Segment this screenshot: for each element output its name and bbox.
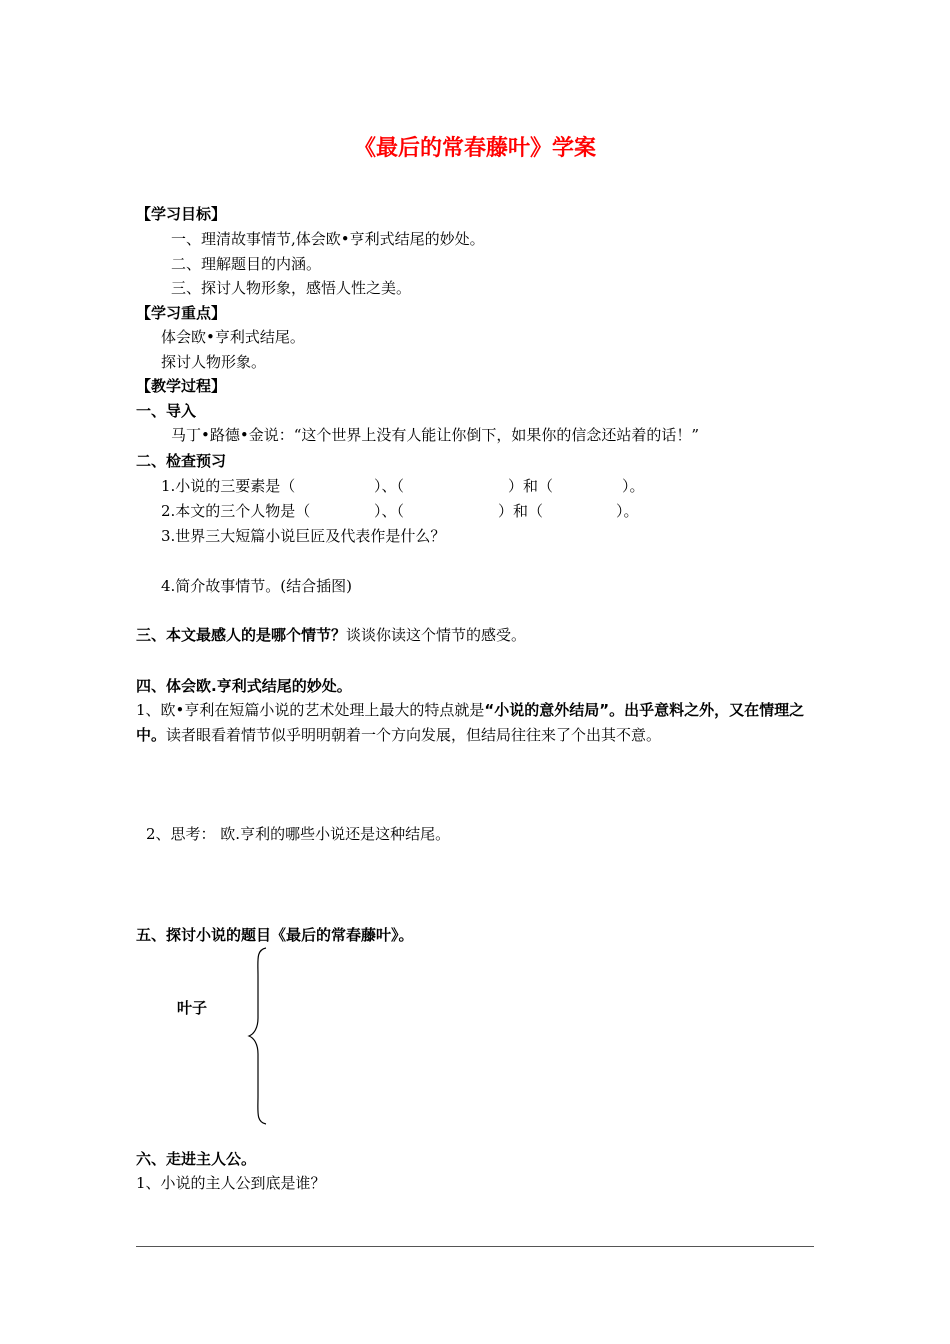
q1-part-c: ）和（ xyxy=(508,477,554,495)
section-4-p1-a: 1、欧•亨利在短篇小说的艺术处理上最大的特点就是 xyxy=(136,701,485,719)
section-6-heading: 六、走进主人公。 xyxy=(136,1150,257,1168)
q2-part-a: 2.本文的三个人物是（ xyxy=(161,502,311,520)
q1-part-a: 1.小说的三要素是（ xyxy=(161,477,296,495)
objectives-heading: 【学习目标】 xyxy=(136,205,227,223)
process-heading: 【教学过程】 xyxy=(136,377,227,395)
section-5-heading: 五、探讨小说的题目《最后的常春藤叶》。 xyxy=(136,926,414,944)
section-1-quote: 马丁•路德•金说：“这个世界上没有人能让你倒下，如果你的信念还站着的话！” xyxy=(171,426,700,444)
section-6-q1: 1、小说的主人公到底是谁？ xyxy=(136,1174,326,1192)
q2-part-c: ）和（ xyxy=(498,502,544,520)
section-4-p1-c: 读者眼看着情节似乎明明朝着一个方向发展，但结局往往来了个出其不意。 xyxy=(166,726,662,744)
section-4-heading: 四、体会欧.亨利式结尾的妙处。 xyxy=(136,677,352,695)
objective-2: 二、理解题目的内涵。 xyxy=(171,255,322,273)
section-1-heading: 一、导入 xyxy=(136,402,197,420)
section-3-tail: 谈谈你读这个情节的感受。 xyxy=(346,626,527,644)
q2-part-d: ）。 xyxy=(616,502,639,520)
q1-part-d: ）。 xyxy=(622,477,645,495)
section-4-paragraph-2: 2、思考： 欧.亨利的哪些小说还是这种结尾。 xyxy=(146,825,451,843)
key-point-2: 探讨人物形象。 xyxy=(161,353,267,371)
q1-part-b: ）、（ xyxy=(374,477,405,495)
key-point-1: 体会欧•亨利式结尾。 xyxy=(161,328,305,346)
q3: 3.世界三大短篇小说巨匠及代表作是什么？ xyxy=(161,527,446,545)
section-4-p1-b: “小说的意外结局”。出乎意料之外，又在情理之中。 xyxy=(136,701,805,744)
objective-1: 一、理清故事情节,体会欧•亨利式结尾的妙处。 xyxy=(171,230,485,248)
section-2-heading: 二、检查预习 xyxy=(136,452,227,470)
section-3-heading: 三、本文最感人的是哪个情节？ xyxy=(136,626,347,644)
page-title: 《最后的常春藤叶》学案 xyxy=(353,136,596,161)
curly-brace xyxy=(246,946,270,1126)
q4: 4.简介故事情节。(结合插图) xyxy=(161,577,353,595)
section-4-paragraph-1 xyxy=(136,698,816,748)
objective-3: 三、探讨人物形象，感悟人性之美。 xyxy=(171,279,412,297)
q2-part-b: ）、（ xyxy=(374,502,405,520)
key-points-heading: 【学习重点】 xyxy=(136,304,227,322)
section-3 xyxy=(136,625,526,645)
footer-divider xyxy=(136,1246,814,1247)
leaf-label: 叶子 xyxy=(177,999,208,1017)
